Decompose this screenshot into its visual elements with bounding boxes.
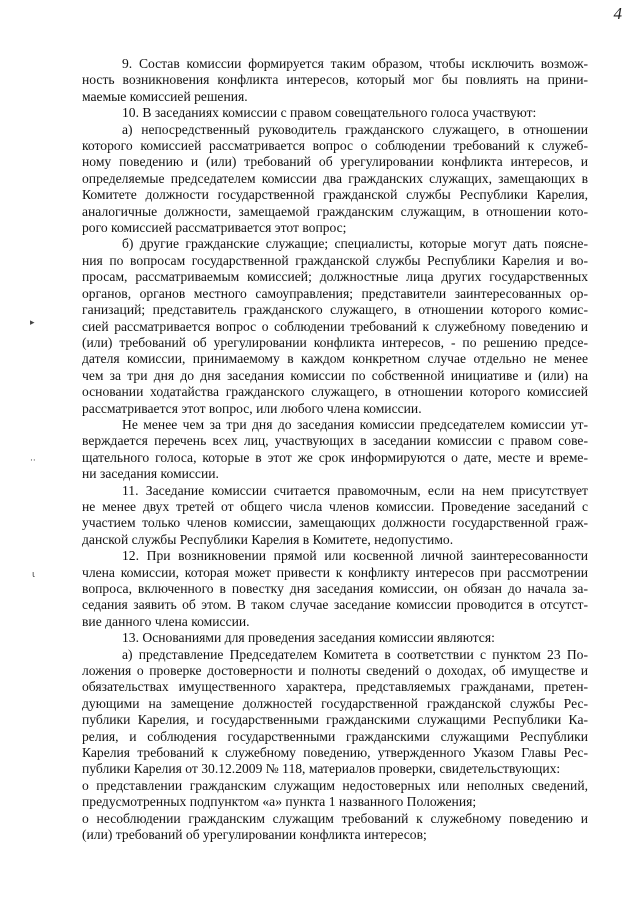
text-line: ни заседания комиссии. (82, 466, 219, 482)
text-line: дателя комиссии, принимаемому в каждом конкретном случае отдельно не менее (82, 351, 588, 367)
text-line: щательного голоса, которые в этот же срок информируются о дате, месте и време- (82, 449, 588, 465)
text-line: просам, рассматриваемым комиссией; должностные лица других государственных (82, 269, 588, 285)
text-line: а) непосредственный руководитель гражданского служащего, в отношении (122, 121, 588, 137)
paragraph-10 (82, 105, 588, 121)
text-line: определяемые председателем комиссии два гражданских служащих, замещающих в (82, 170, 588, 186)
text-line: рассматривается этот вопрос, или любого члена комиссии. (82, 400, 422, 416)
text-line: о представлении гражданским служащим недостоверных или неполных сведений, (82, 777, 588, 793)
text-line: ному поведению и (или) требований об урегулировании конфликта интересов, и (82, 154, 588, 170)
text-line: аналогичные должности, замещаемой гражданским служащим, в отношении кото- (82, 203, 588, 219)
text-line: 13. Основаниями для проведения заседания комиссии являются: (122, 630, 495, 646)
paragraph-13-a-2 (82, 811, 588, 844)
text-line: 10. В заседаниях комиссии с правом совещательного голоса участвуют: (122, 105, 537, 121)
paragraph-13 (82, 630, 588, 646)
text-line: 9. Состав комиссии формируется таким образом, чтобы исключить возмож- (122, 56, 588, 71)
text-line: участием только членов комиссии, замещающих должности государственной граж- (82, 515, 588, 531)
paragraph-11 (82, 483, 588, 549)
text-line: ложения о проверке достоверности и полноты сведений о доходах, об имуществе и (82, 663, 588, 679)
paragraph-10-a (82, 122, 588, 237)
text-line: члена комиссии, которая может привести к конфликту интересов при рассмотрении (82, 564, 588, 580)
paragraph-10-b (82, 236, 588, 416)
text-line: ганизаций; представитель гражданского служащего, в отношении которого комис- (82, 302, 588, 318)
text-line: которого комиссией рассматривается вопрос о соблюдении требований к служеб- (82, 138, 588, 154)
text-line: 12. При возникновении прямой или косвенной личной заинтересованности (122, 548, 588, 564)
text-line: данской службы Республики Карелия в Комитете, недопустимо. (82, 531, 454, 547)
text-line: ность возникновения конфликта интересов, который мог бы повлиять на прини- (82, 72, 588, 88)
text-line: б) другие гражданские служащие; специалисты, которые могут дать поясне- (122, 236, 588, 252)
text-line: рого комиссией рассматривается этот вопрос; (82, 220, 347, 236)
text-line: верждается перечень всех лиц, участвующих в заседании комиссии с правом сове- (82, 433, 588, 449)
text-line: Комитете должности государственной гражданской службы Республики Карелия, (82, 187, 588, 203)
text-line: Не менее чем за три дня до заседания комиссии председателем комиссии ут- (122, 416, 588, 432)
text-line: Карелия требований к служебному поведению, утвержденного Указом Главы Рес- (82, 745, 588, 761)
text-line: (или) требований об урегулировании конфликта интересов, - по решению предсе- (82, 334, 588, 350)
text-line: дующими на замещение должностей государственной гражданской службы Рес- (82, 695, 588, 711)
paragraph-13-a (82, 647, 588, 778)
paragraph-13-a-1 (82, 778, 588, 811)
text-line: релия, и соблюдения государственными гражданскими служащими Республики (82, 728, 588, 744)
text-line: основании ходатайства гражданского служащего, в отношении которого комиссией (82, 384, 588, 400)
text-line: сией рассматривается вопрос о соблюдении требований к служебному поведению и (82, 318, 588, 334)
text-line: седания заявить об этом. В таком случае заседание комиссии проводится в отсутст- (82, 597, 588, 613)
paragraph-notice (82, 417, 588, 483)
margin-mark: ▸ (30, 318, 35, 328)
text-line: обязательствах имущественного характера, представляемых гражданами, претен- (82, 679, 588, 695)
text-line: чем за три дня до дня заседания комиссии по собственной инициативе и (или) на (82, 367, 588, 383)
text-line: маемые комиссией решения. (82, 88, 248, 104)
text-line: публики Карелия, и государственными гражданскими служащими Республики Ка- (82, 712, 588, 728)
text-line: вопроса, включенного в повестку дня заседания комиссии, он обязан до начала за- (82, 581, 588, 596)
page-number: 4 (613, 4, 622, 23)
text-line: о несоблюдении гражданским служащим требований к служебному поведению и (82, 810, 588, 826)
text-line: 11. Заседание комиссии считается правомочным, если на нем присутствует (122, 482, 588, 498)
document-body (82, 56, 588, 844)
text-line: не менее двух третей от общего числа членов комиссии. Проведение заседаний с (82, 498, 588, 514)
margin-mark: ι (32, 570, 36, 580)
text-line: (или) требований об урегулировании конфликта интересов; (82, 827, 427, 843)
text-line: ния по вопросам государственной гражданской службы Республики Карелия и во- (82, 252, 588, 268)
paragraph-12 (82, 548, 588, 630)
margin-mark: ·· (30, 456, 36, 466)
text-line: публики Карелия от 30.12.2009 № 118, материалов проверки, свидетельствующих: (82, 761, 561, 777)
paragraph-9 (82, 56, 588, 105)
text-line: вие данного члена комиссии. (82, 613, 250, 629)
text-line: органов, органов местного самоуправления; представители заинтересованных ор- (82, 285, 588, 301)
text-line: предусмотренных подпунктом «а» пункта 1 названного Положения; (82, 794, 477, 810)
text-line: а) представление Председателем Комитета в соответствии с пунктом 23 По- (122, 646, 588, 662)
